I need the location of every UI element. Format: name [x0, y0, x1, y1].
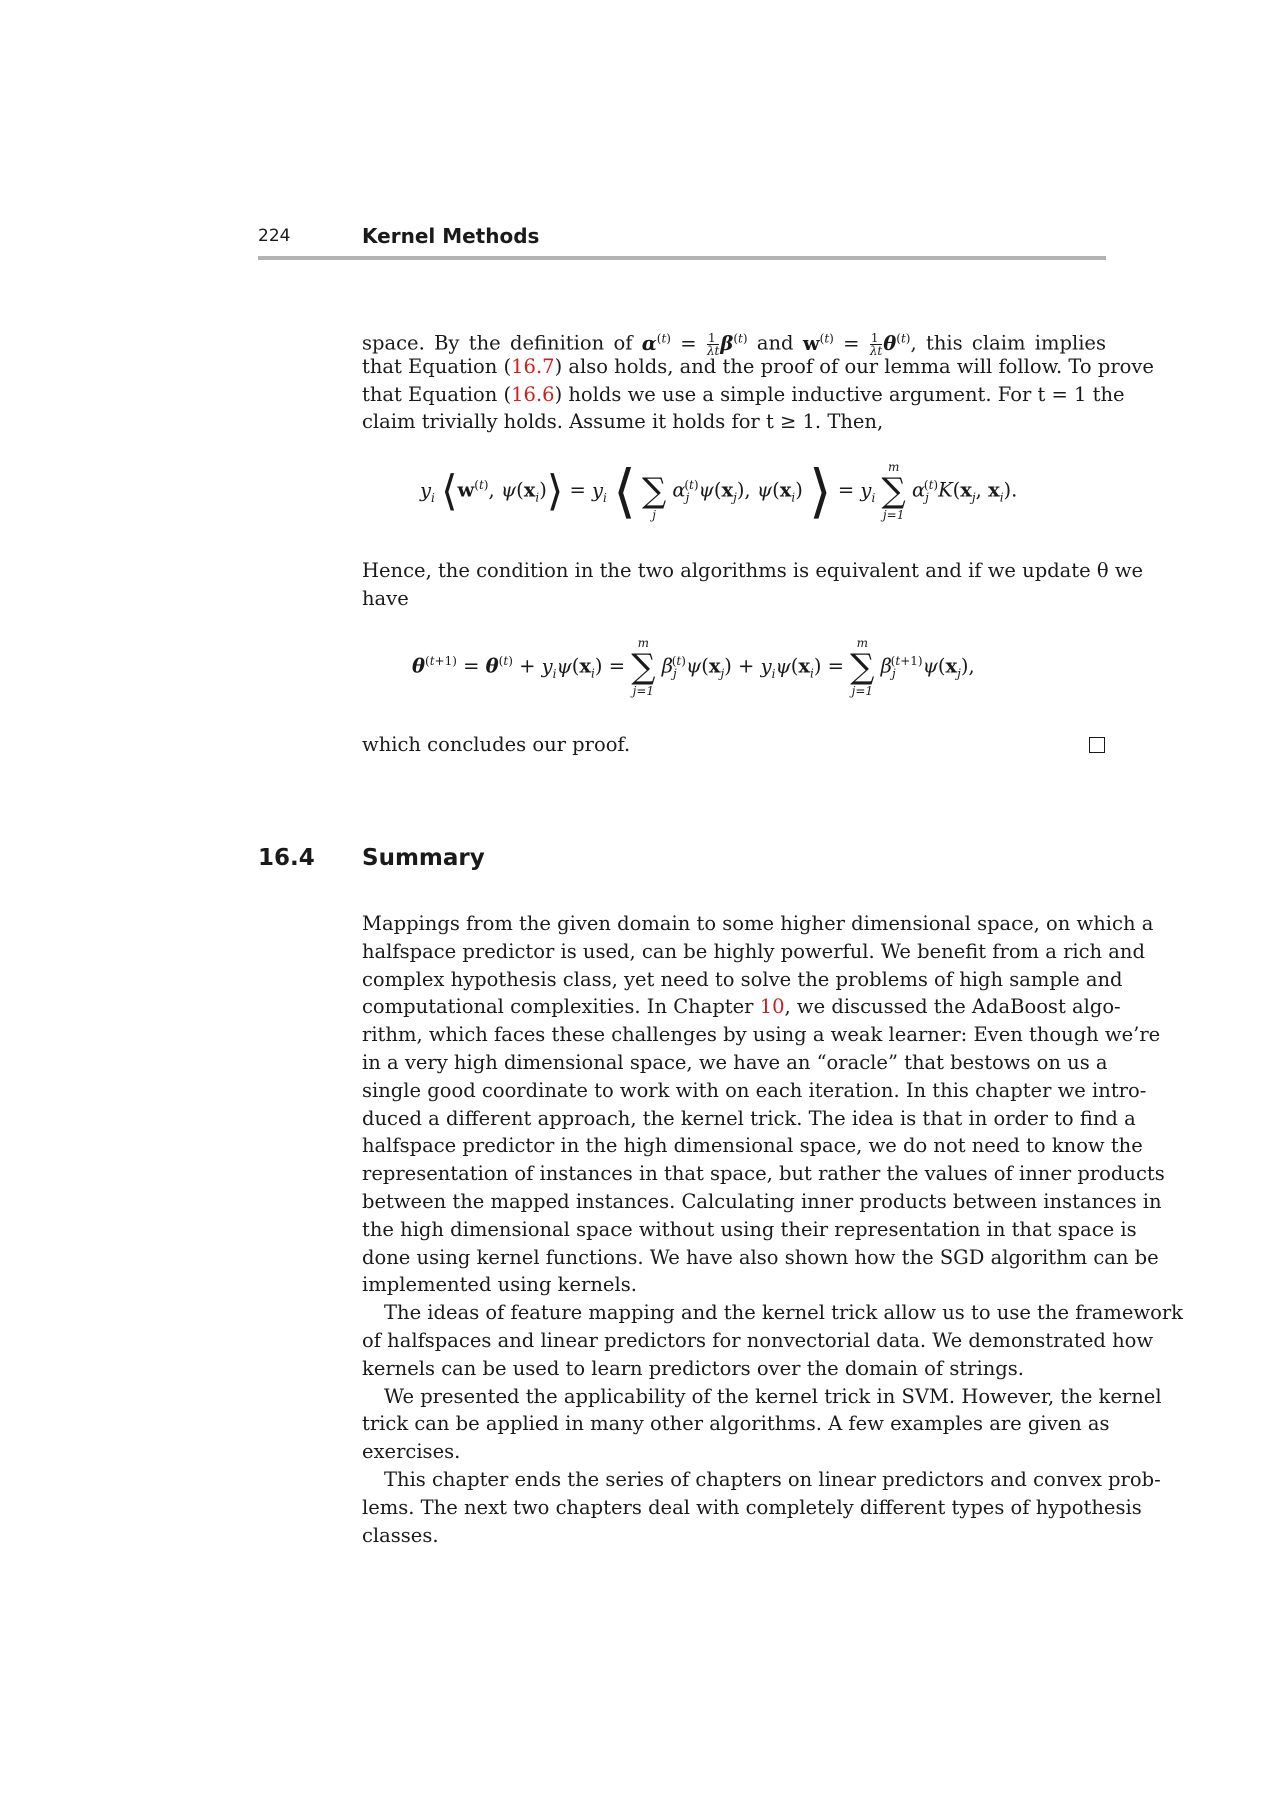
header-rule [258, 256, 1106, 260]
qed-square [1089, 737, 1105, 753]
proof-paragraph-1: space. By the definition of $\alpha^{(t)}$ = $\frac{1}{\lambda t}$ $\beta^{(t)}$ and $w^{(t)}$ = $\frac{1}{\lambda t}$ $\theta^{(t)}$, this claim implies that Equation (16.7) also holds, and the proof of our lemma will follow. To prove that Equation (16.6) holds we use a simple inductive argument. For t = 1 the claim trivially holds. Assume it holds for t ≥ 1. Then, [362, 330, 1154, 434]
proof-paragraph-3: which concludes our proof. [362, 733, 631, 756]
formula-w: $w^{(t)}$ = $\frac{1}{\lambda t}$ $\theta^{(t)}$ [802, 330, 911, 358]
summary-text: Mappings from the given domain to some higher dimensional space, on which a halfspace predictor is used, can be highly powerful. We benefit from a rich and complex hypothesis class, yet need to solve the problems of high sample and computational complexities. In Chapter 10, we discussed the AdaBoost algo- rithm, which faces these challenges by using a weak learner: Even though we’re in a very high dimensional space, we have an “oracle” that bestows on us a single good coordinate to work with on each iteration. In this chapter we intro- duced a different approach, the kernel trick. The idea is that in order to find a halfspace predictor in the high dimensional space, we do not need to know the representation of instances in that space, but rather the values of inner products between the mapped instances. Calculating inner products between instances in the high dimensional space without using their representation in that space is done using kernel functions. We have also shown how the SGD algorithm can be implemented using kernels. The ideas of feature mapping and the kernel trick allow us to use the framework of halfspaces and linear predictors for nonvectorial data. We demonstrated how kernels can be used to learn predictors over the domain of strings. We presented the applicability of the kernel trick in SVM. However, the kernel trick can be applied in many other algorithms. A few examples are given as exercises. This chapter ends the series of chapters on linear predictors and convex prob- lems. The next two chapters deal with completely different types of hypothesis classes. [362, 912, 1183, 1547]
page-number: 224 [258, 226, 291, 246]
equation-inner-product: $y_i$ $⟨w^{(t)}$, $\psi(x_i)⟩ = y_i$ ⟨ ∑ j $\alpha_j^{(t)}\psi(x_j)$, $\psi(x_i)$ ⟩ = $y_i$ m ∑ j=1 $\alpha_j^{(t)}K(x_j$, $x_i$). [420, 457, 1018, 525]
running-header-title: Kernel Methods [362, 224, 540, 248]
equation-ref-16-6[interactable]: 16.6 [511, 382, 555, 406]
formula-alpha: $\alpha^{(t)}$ = $\frac{1}{\lambda t}$ $\beta^{(t)}$ [641, 330, 748, 358]
equation-ref-16-7[interactable]: 16.7 [511, 354, 555, 378]
chapter-ref-10[interactable]: 10 [759, 995, 785, 1019]
section-number: 16.4 [258, 845, 315, 871]
equation-theta-update: $\theta^{(t+1)} = \theta^{(t)} + y_i\psi(x_i)$ = m ∑ j=1 $\beta_j^{(t)}\psi(x_j) + y_i\psi(x_i)$ = m ∑ j=1 $\beta_j^{(t+1)}\psi(x_j)$, [412, 636, 975, 698]
section-title: Summary [362, 845, 485, 871]
proof-paragraph-2: Hence, the condition in the two algorithms is equivalent and if we update θ we have [362, 559, 1144, 610]
